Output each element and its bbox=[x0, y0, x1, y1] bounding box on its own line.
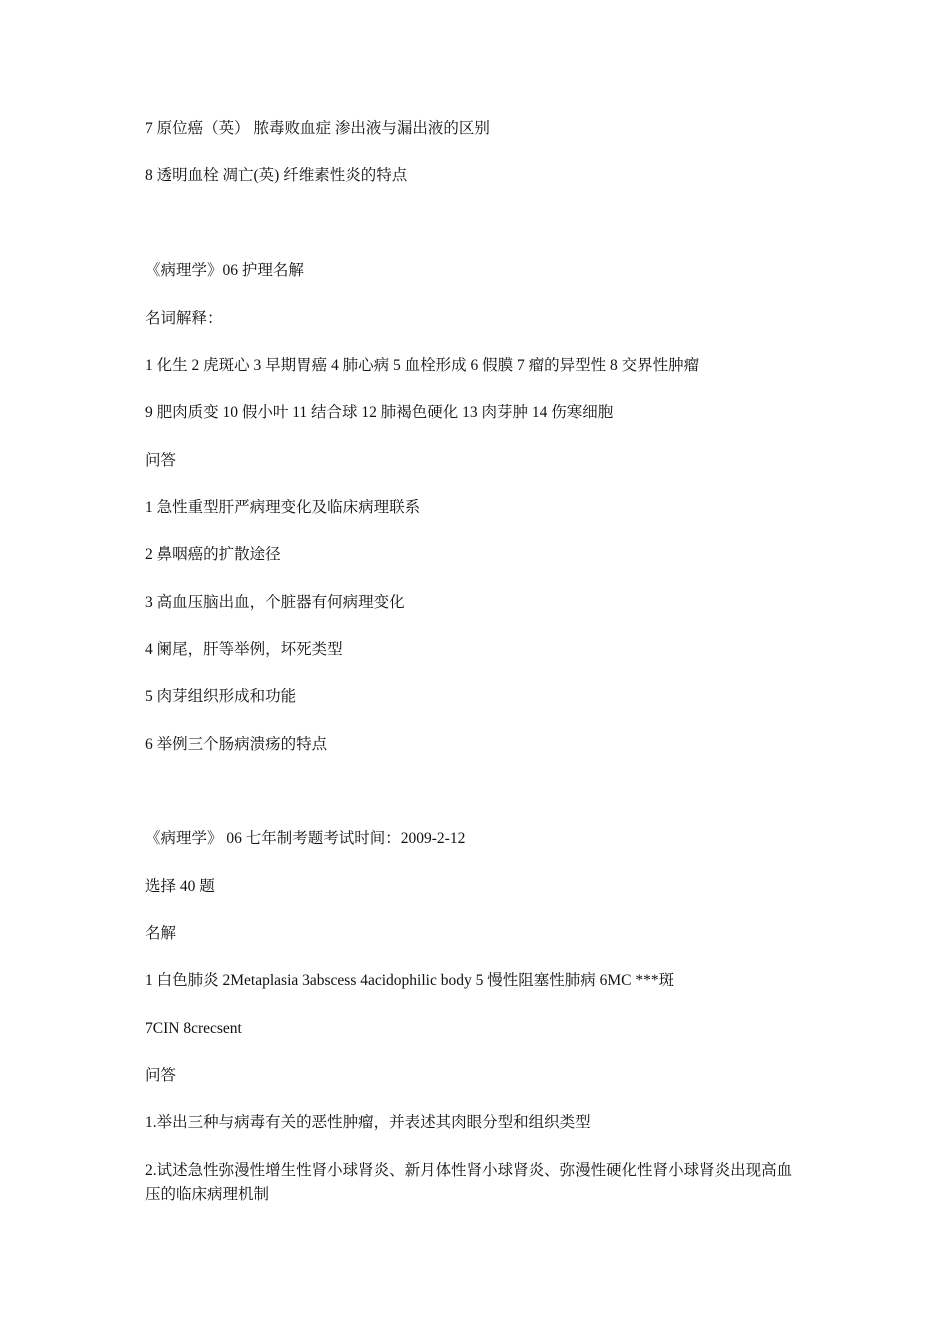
text-paragraph: 2.试述急性弥漫性增生性肾小球肾炎、新月体性肾小球肾炎、弥漫性硬化性肾小球肾炎出现高血压的临床病理机制 bbox=[145, 1162, 793, 1203]
text-line: 名词解释： bbox=[145, 310, 223, 327]
text-line: 2 鼻咽癌的扩散途径 bbox=[145, 546, 281, 563]
text-line: 6 举例三个肠病溃疡的特点 bbox=[145, 736, 328, 753]
text-line: 4 阑尾，肝等举例，坏死类型 bbox=[145, 641, 343, 658]
text-line: 问答 bbox=[145, 1067, 177, 1084]
text-line: 名解 bbox=[145, 925, 177, 942]
text-line: 7CIN 8crecsent bbox=[145, 1020, 242, 1037]
text-line: 5 肉芽组织形成和功能 bbox=[145, 688, 297, 705]
text-line: 1.举出三种与病毒有关的恶性肿瘤，并表述其肉眼分型和组织类型 bbox=[145, 1114, 591, 1131]
text-line: 1 白色肺炎 2Metaplasia 3abscess 4acidophilic body 5 慢性阻塞性肺病 6MC ***斑 bbox=[145, 972, 675, 989]
text-line: 7 原位癌（英） 脓毒败血症 渗出液与漏出液的区别 bbox=[145, 120, 490, 137]
section-heading: 《病理学》06 护理名解 bbox=[145, 262, 304, 279]
text-line: 1 化生 2 虎斑心 3 早期胃癌 4 肺心病 5 血栓形成 6 假膜 7 瘤的异型性 8 交界性肿瘤 bbox=[145, 357, 700, 374]
section-heading: 《病理学》 06 七年制考题考试时间：2009-2-12 bbox=[145, 830, 466, 847]
text-line: 选择 40 题 bbox=[145, 878, 215, 895]
text-line: 9 肥肉质变 10 假小叶 11 结合球 12 肺褐色硬化 13 肉芽肿 14 伤寒细胞 bbox=[145, 404, 614, 421]
text-line: 1 急性重型肝严病理变化及临床病理联系 bbox=[145, 499, 421, 516]
text-line: 8 透明血栓 凋亡(英) 纤维素性炎的特点 bbox=[145, 167, 408, 184]
text-line: 3 高血压脑出血，个脏器有何病理变化 bbox=[145, 594, 405, 611]
text-line: 问答 bbox=[145, 452, 177, 469]
